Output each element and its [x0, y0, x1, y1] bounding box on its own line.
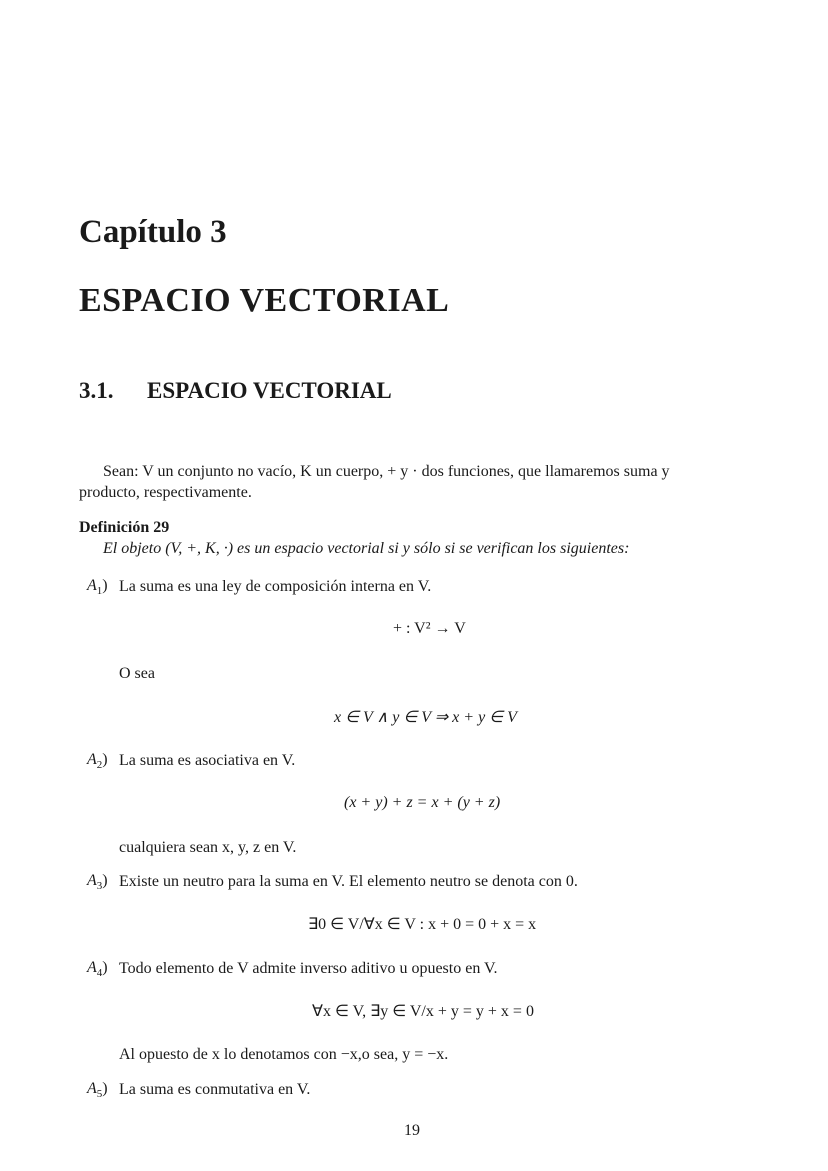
- axiom-label-a1: $A_1$): [87, 577, 108, 598]
- axiom-text-a5: La suma es conmutativa en V.: [119, 1081, 311, 1098]
- axiom-note-a2: cualquiera sean x, y, z en V.: [119, 839, 297, 856]
- axiom-equation-a4: ∀x ∈ V, ∃y ∈ V/x + y = y + x = 0: [312, 1003, 534, 1020]
- axiom-label-a4: $A_4$): [87, 959, 108, 980]
- axiom-text-a2: La suma es asociativa en V.: [119, 752, 296, 769]
- axiom-text-a3: Existe un neutro para la suma en V. El elemento neutro se denota con 0.: [119, 873, 578, 890]
- section-title: ESPACIO VECTORIAL: [147, 378, 392, 403]
- axiom-note-a4: Al opuesto de x lo denotamos con −x,o sea, y = −x.: [119, 1046, 449, 1063]
- page-number: 19: [404, 1122, 420, 1139]
- chapter-title: ESPACIO VECTORIAL: [79, 282, 450, 319]
- section-heading: [79, 378, 392, 404]
- axiom-equation-a1-b: x ∈ V ∧ y ∈ V ⇒ x + y ∈ V: [334, 709, 517, 726]
- definition-heading: Definición 29: [79, 519, 170, 536]
- axiom-equation-a2: (x + y) + z = x + (y + z): [344, 794, 501, 811]
- chapter-label: Capítulo 3: [79, 214, 227, 250]
- axiom-equation-a1: + : V² → V: [393, 620, 466, 637]
- axiom-text-a4: Todo elemento de V admite inverso aditivo u opuesto en V.: [119, 960, 498, 977]
- section-number: 3.1.: [79, 378, 114, 403]
- axiom-text-a1: La suma es una ley de composición interna en V.: [119, 578, 432, 595]
- axiom-label-a3: $A_3$): [87, 872, 108, 893]
- intro-line-1: Sean: V un conjunto no vacío, K un cuerpo, + y · dos funciones, que llamaremos suma y: [103, 463, 670, 480]
- axiom-note-a1: O sea: [119, 665, 155, 682]
- axiom-label-a5: $A_5$): [87, 1080, 108, 1101]
- intro-line-2: producto, respectivamente.: [79, 484, 252, 501]
- definition-body: El objeto (V, +, K, ·) es un espacio vectorial si y sólo si se verifican los siguientes:: [103, 540, 630, 557]
- axiom-label-a2: $A_2$): [87, 751, 108, 772]
- axiom-equation-a3: ∃0 ∈ V/∀x ∈ V : x + 0 = 0 + x = x: [308, 916, 537, 933]
